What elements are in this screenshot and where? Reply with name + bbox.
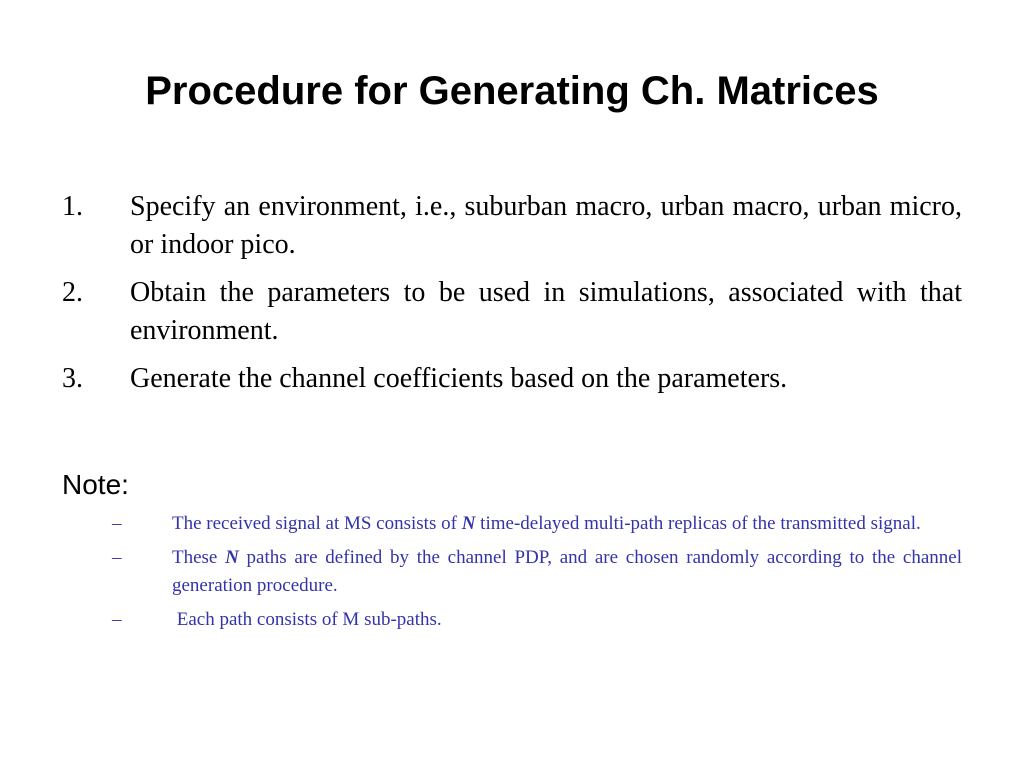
step-text: Specify an environment, i.e., suburban macro, urban macro, urban micro, or indoor pico.	[130, 191, 962, 260]
note-label: Note:	[62, 469, 129, 500]
step-number: 1.	[62, 191, 83, 222]
procedure-step	[62, 188, 962, 264]
procedure-step	[62, 274, 962, 350]
slide-title: Procedure for Generating Ch. Matrices	[145, 69, 879, 113]
dash-bullet: –	[112, 513, 122, 534]
note-item	[112, 544, 962, 600]
note-item	[112, 606, 962, 634]
note-text	[172, 544, 962, 600]
emphasis-n: N	[461, 513, 476, 534]
step-text: Generate the channel coefficients based on the parameters.	[130, 363, 788, 394]
dash-bullet: –	[112, 609, 122, 630]
note-item	[112, 510, 962, 538]
emphasis-n: N	[225, 547, 239, 568]
step-number: 2.	[62, 277, 83, 308]
dash-bullet: –	[112, 547, 122, 568]
note-text-before: The received signal at MS consists of	[172, 513, 462, 534]
procedure-step	[62, 360, 962, 398]
procedure-steps	[62, 188, 962, 408]
note-text: Each path consists of M sub-paths.	[172, 609, 442, 630]
note-text-after: time-delayed multi-path replicas of the transmitted signal.	[475, 513, 921, 534]
step-number: 3.	[62, 363, 83, 394]
note-text-before: These	[172, 547, 226, 568]
step-text: Obtain the parameters to be used in simulations, associated with that environment.	[130, 277, 962, 346]
note-text-after: paths are defined by the channel PDP, and are chosen randomly according to the channel generation procedure.	[172, 547, 962, 596]
note-text	[172, 510, 962, 538]
note-list	[112, 510, 962, 640]
